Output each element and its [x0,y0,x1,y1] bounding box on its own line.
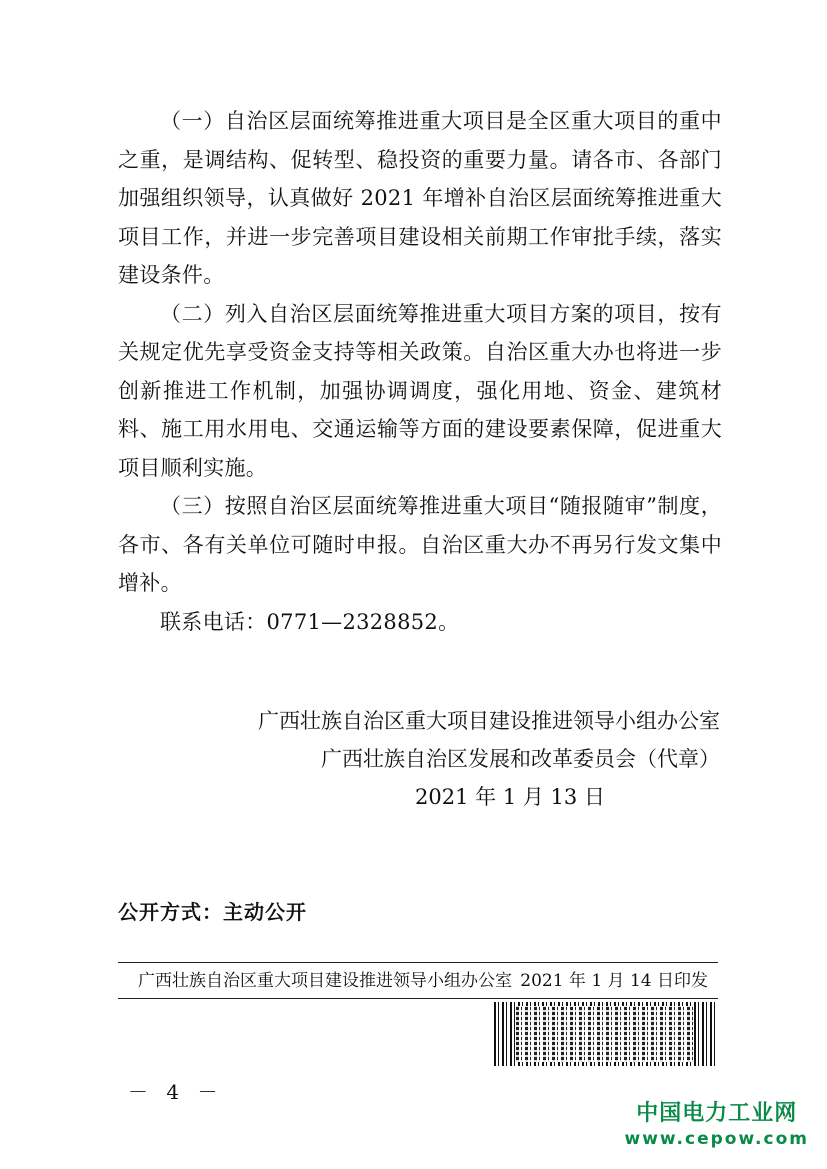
footer-top-rule [118,962,718,963]
document-body [118,102,722,641]
paragraph-2: （二）列入自治区层面统筹推进重大项目方案的项目，按有关规定优先享受资金支持等相关政策。自治区重大办也将进一步创新推进工作机制，加强协调调度，强化用地、资金、建筑材料、施工用水用电、交通运输等方面的建设要素保障，促进重大项目顺利实施。 [118,301,722,480]
barcode-pattern [516,1006,694,1062]
signature-office: 广西壮族自治区重大项目建设推进领导小组办公室 [258,709,720,733]
signature-block [240,702,720,816]
footer-issue-date: 2021 年 1 月 14 日印发 [520,971,708,991]
signature-date: 2021 年 1 月 13 日 [415,785,605,809]
site-watermark [625,1096,810,1149]
disclosure-mode: 公开方式：主动公开 [118,900,307,924]
paragraph-3: （三）按照自治区层面统筹推进重大项目“随报随审”制度，各市、各有关单位可随时申报。自治区重大办不再另行发文集中增补。 [118,494,722,595]
watermark-title: 中国电力工业网 [636,1101,798,1126]
footer-issue-line [138,966,708,996]
footer-issuer: 广西壮族自治区重大项目建设推进领导小组办公室 [138,971,512,991]
paragraph-1: （一）自治区层面统筹推进重大项目是全区重大项目的重中之重，是调结构、促转型、稳投资的重要力量。请各市、各部门加强组织领导，认真做好 2021 年增补自治区层面统筹推进重大项目工作，并进一步完善项目建设相关前期工作审批手续，落实建设条件。 [118,109,722,287]
signature-commission: 广西壮族自治区发展和改革委员会（代章） [321,747,720,771]
footer-bottom-rule [118,998,718,999]
contact-phone: 联系电话：0771—2328852。 [160,609,460,634]
watermark-url: www.cepow.com [624,1129,809,1149]
page-number: － 4 － [128,1080,224,1104]
